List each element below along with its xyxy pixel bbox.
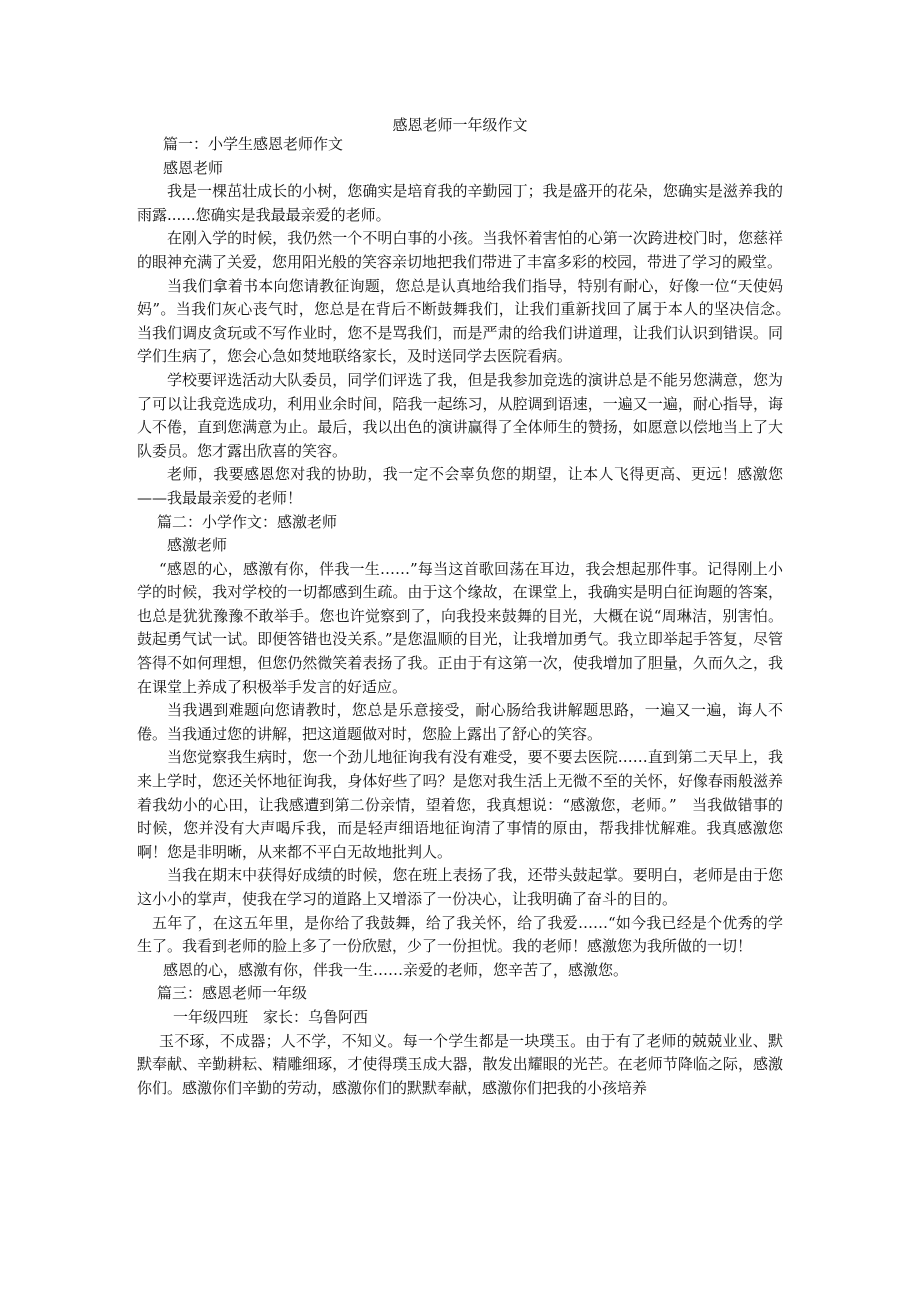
section-subtitle: 感恩老师	[163, 158, 224, 177]
body-paragraph: 我是一棵茁壮成长的小树，您确实是培育我的辛勤园丁；我是盛开的花朵，您确实是滋养我的雨露......您确实是我最最亲爱的老师。	[137, 182, 783, 224]
body-paragraph: “感恩的心，感激有你，伴我一生……”每当这首歌回荡在耳边，我会想起那件事。记得刚上小学的时候，我对学校的一切都感到生疏。由于这个缘故，在课堂上，我确实是明白征询题的答案，也总是犹犹豫豫不敢举手。您也许觉察到了，向我投来鼓舞的目光，大概在说“周琳洁，别害怕。鼓起勇气试一试。即便答错也没关系。”是您温顺的目光，让我增加勇气。我立即举起手答复，尽管答得不如何理想，但您仍然微笑着表扬了我。正由于有这第一次，使我增加了胆量，久而久之，我在课堂上养成了积极举手发言的好适应。	[137, 559, 783, 696]
section-heading: 篇三：感恩老师一年级	[157, 984, 308, 1003]
body-paragraph: 当我们拿着书本向您请教征询题，您总是认真地给我们指导，特别有耐心，好像一位“天使妈妈”。当我们灰心丧气时，您总是在背后不断鼓舞我们，让我们重新找回了属于本人的坚决信念。 当我们调皮贪玩或不写作业时，您不是骂我们，而是严肃的给我们讲道理，让我们认识到错误。同学们生病了，您会心急如焚地联络家长，及时送同学去医院看病。	[137, 276, 799, 366]
section-subtitle: 感激老师	[167, 536, 228, 555]
section-heading: 篇二：小学作文：感激老师	[157, 512, 338, 531]
section-subtitle: 一年级四班 家长：乌鲁阿西	[173, 1007, 369, 1026]
body-paragraph: 当您觉察我生病时，您一个劲儿地征询我有没有难受，要不要去医院……直到第二天早上，我来上学时，您还关怀地征询我，身体好些了吗？是您对我生活上无微不至的关怀，好像春雨般滋养着我幼小的心田，让我感遭到第二份亲情，望着您，我真想说：“感激您，老师。” 当我做错事的时候，您并没有大声喝斥我，而是轻声细语地征询清了事情的原由，帮我排忧解难。我真感激您啊！您是非明晰，从来都不平白无故地批判人。	[137, 748, 783, 861]
body-paragraph: 五年了，在这五年里，是你给了我鼓舞，给了我关怀，给了我爱……“如今我已经是个优秀的学生了。我看到老师的脸上多了一份欣慰，少了一份担忧。我的老师！感激您为我所做的一切！	[137, 913, 783, 956]
body-paragraph: 感恩的心，感激有你，伴我一生……亲爱的老师，您辛苦了，感激您。	[163, 960, 629, 979]
body-paragraph: 当我遇到难题向您请教时，您总是乐意接受，耐心肠给我讲解题思路，一遍又一遍，诲人不倦。当我通过您的讲解，把这道题做对时，您脸上露出了舒心的笑容。	[137, 701, 783, 743]
document-title: 感恩老师一年级作文	[392, 116, 528, 134]
section-heading: 篇一：小学生感恩老师作文	[163, 135, 344, 153]
document-body	[137, 133, 799, 1100]
body-paragraph: 学校要评选活动大队委员，同学们评选了我，但是我参加竞选的演讲总是不能另您满意，您为了可以让我竞选成功，利用业余时间，陪我一起练习，从腔调到语速，一遍又一遍，耐心指导，诲人不倦，直到您满意为止。最后，我以出色的演讲赢得了全体师生的赞扬，如愿意以偿地当上了大队委员。您才露出欣喜的笑容。	[137, 370, 783, 460]
body-paragraph: 玉不琢，不成器；人不学，不知义。每一个学生都是一块璞玉。由于有了老师的兢兢业业、默默奉献、辛勤耕耘、精雕细琢，才使得璞玉成大器，散发出耀眼的光芒。在老师节降临之际，感激你们。感激你们辛勤的劳动，感激你们的默默奉献，感激你们把我的小孩培养	[137, 1031, 783, 1097]
body-paragraph: 当我在期末中获得好成绩的时候，您在班上表扬了我，还带头鼓起掌。要明白，老师是由于您这小小的掌声，使我在学习的道路上又增添了一份决心，让我明确了奋斗的目的。	[137, 866, 783, 908]
body-paragraph: 在刚入学的时候，我仍然一个不明白事的小孩。当我怀着害怕的心第一次跨进校门时，您慈祥的眼神充满了关爱，您用阳光般的笑容亲切地把我们带进了丰富多彩的校园，带进了学习的殿堂。	[137, 229, 783, 271]
body-paragraph: 老师，我要感恩您对我的协助，我一定不会辜负您的期望，让本人飞得更高、更远！感激您——我最最亲爱的老师！	[137, 465, 783, 507]
